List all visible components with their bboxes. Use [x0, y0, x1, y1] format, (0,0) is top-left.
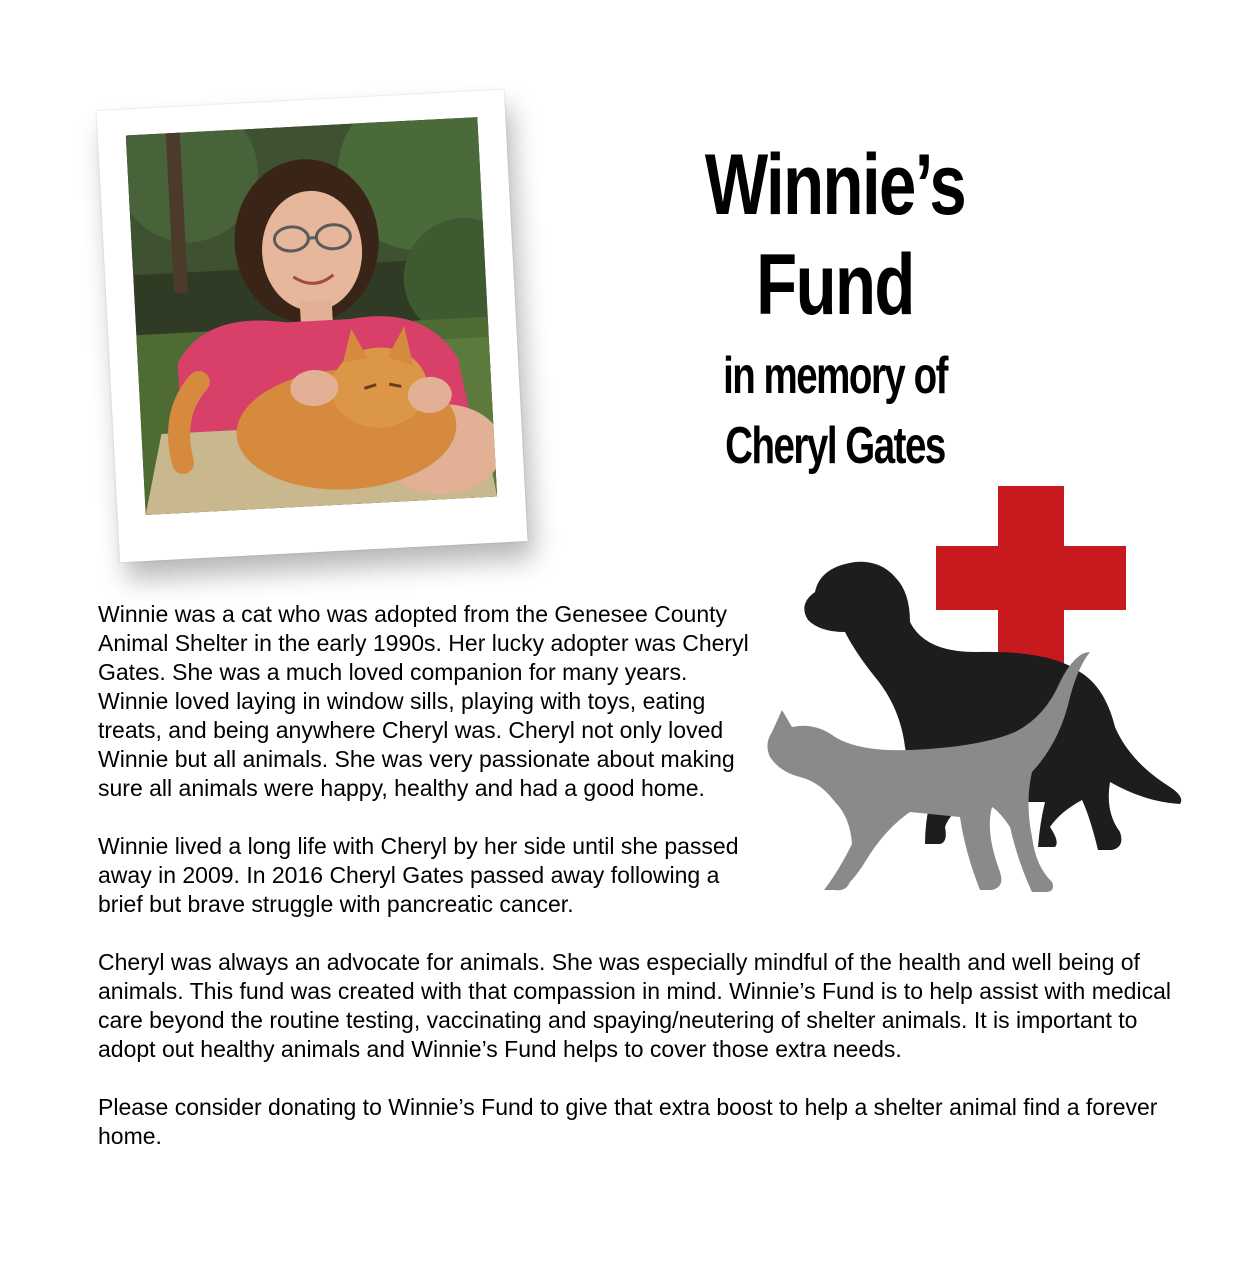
paragraph-winnie-adoption: Winnie was a cat who was adopted from the Genesee County Animal Shelter in the early 1990s. Her lucky adopter was Cheryl Gates. She was a much loved companion for many years. Winnie loved laying in window sills, playing with toys, eating treats, and being anywhere Cheryl was. Cheryl not only loved Winnie but all animals. She was very passionate about making sure all animals were happy, healthy and had a good home. — [98, 601, 749, 801]
page-subtitle: in memory of — [723, 347, 947, 405]
memorial-name: Cheryl Gates — [725, 417, 945, 475]
page-title: Winnie’s Fund — [704, 137, 966, 333]
photo-icon — [126, 117, 497, 515]
title-block — [560, 135, 1110, 481]
paragraph-fund-purpose: Cheryl was always an advocate for animals. She was especially mindful of the health and well being of animals. This fund was created with that compassion in mind. Winnie’s Fund is to help assist with medical care beyond the routine testing, vaccinating and spaying/neutering of shelter animals. It is important to adopt out healthy animals and Winnie’s Fund helps to cover those extra needs. — [98, 949, 1171, 1062]
memorial-photo — [96, 90, 527, 563]
article-body — [98, 600, 1198, 1180]
paragraph-winnie-passing: Winnie lived a long life with Cheryl by her side until she passed away in 2009. In 2016 Cheryl Gates passed away following a brief but brave struggle with pancreatic cancer. — [98, 833, 739, 917]
paragraph-donation-appeal: Please consider donating to Winnie’s Fund to give that extra boost to help a shelter animal find a forever home. — [98, 1094, 1158, 1149]
